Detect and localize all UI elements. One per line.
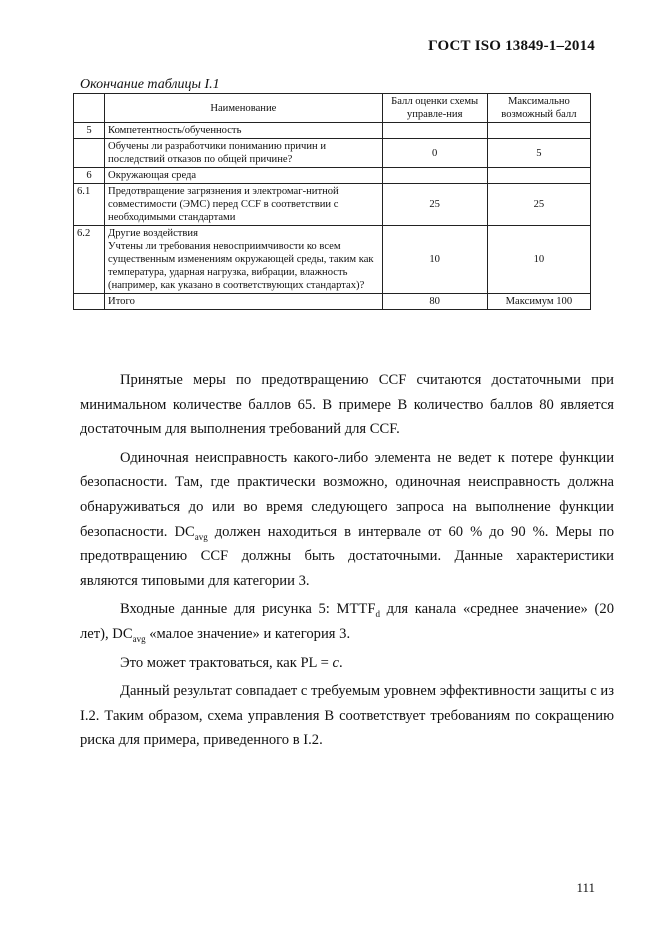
row-name: Компетентность/обученность xyxy=(105,123,383,139)
row-assessment xyxy=(382,168,487,184)
subscript: avg xyxy=(194,531,208,542)
row-num: 6.1 xyxy=(74,184,105,226)
text-run: . xyxy=(338,654,343,671)
row-num: 6 xyxy=(74,168,105,184)
paragraph: Принятые меры по предотвращению CCF считаются достаточными при минимальном количестве баллов 65. В примере B количество баллов 80 является достаточным для выполнения требований для CCF. xyxy=(80,372,614,438)
row-assessment xyxy=(382,123,487,139)
row-num xyxy=(74,139,105,168)
row-assessment: 80 xyxy=(382,294,487,310)
header-assessment: Балл оценки схемы управле-ния xyxy=(382,94,487,123)
row-name: Итого xyxy=(105,294,383,310)
row-assessment: 25 xyxy=(382,184,487,226)
row-name: Окружающая среда xyxy=(105,168,383,184)
subscript: d xyxy=(375,609,380,620)
row-name: Обучены ли разработчики пониманию причин и последствий отказов по общей причине? xyxy=(105,139,383,168)
table-row xyxy=(74,184,591,226)
row-max: 5 xyxy=(487,139,590,168)
table-row xyxy=(74,139,591,168)
header-num-cell xyxy=(74,94,105,123)
paragraph: Данный результат совпадает с требуемым уровнем эффективности защиты с из I.2. Таким образом, схема управления В соответствует требованиям по сокращению риска для примера, приведенного в I.2. xyxy=(80,683,614,749)
row-name: Предотвращение загрязнения и электромаг-нитной совместимости (ЭМС) перед CCF в соответствии с необходимыми стандартами xyxy=(105,184,383,226)
text-run: Это может трактоваться, как PL = xyxy=(120,654,333,671)
row-name-cell xyxy=(105,226,383,294)
table-header-row xyxy=(74,94,591,123)
text-run: Одиночная неисправность какого-либо элемента не ведет к потере функции безопасности. Там, где практически возможно, одиночная неисправность должна обнаруживаться до или во время следующего запроса на выполнение функции безопасности. DC xyxy=(80,449,614,540)
table-caption: Окончание таблицы I.1 xyxy=(80,77,220,92)
table-row xyxy=(74,226,591,294)
paragraph xyxy=(80,597,614,646)
row-name: Другие воздействия xyxy=(108,228,198,239)
text-run: «малое значение» и категория 3. xyxy=(145,625,351,642)
row-num xyxy=(74,294,105,310)
body-text xyxy=(80,368,614,757)
row-subtext: Учтены ли требования невосприимчивости ко всем существенным изменениям окружающей среды, таким как температура, ударная нагрузка, вибрации, влажность (например, как указано в соответствующих стандартах)? xyxy=(108,241,374,291)
row-num: 6.2 xyxy=(74,226,105,294)
text-run: для канала «среднее значение» (20 лет), DC xyxy=(80,601,614,642)
row-max xyxy=(487,168,590,184)
row-assessment: 0 xyxy=(382,139,487,168)
table-row xyxy=(74,168,591,184)
paragraph xyxy=(80,651,614,676)
header-max: Максимально возможный балл xyxy=(487,94,590,123)
text-run: Входные данные для рисунка 5: MTTF xyxy=(120,601,376,618)
paragraph xyxy=(80,446,614,594)
standard-header: ГОСТ ISO 13849-1–2014 xyxy=(428,38,595,54)
row-num: 5 xyxy=(74,123,105,139)
subscript: avg xyxy=(132,633,146,644)
italic-run: c xyxy=(332,654,339,671)
table-row-total xyxy=(74,294,591,310)
criteria-table xyxy=(73,93,591,310)
row-max: Максимум 100 xyxy=(487,294,590,310)
table-row xyxy=(74,123,591,139)
row-max xyxy=(487,123,590,139)
row-max: 25 xyxy=(487,184,590,226)
row-assessment: 10 xyxy=(382,226,487,294)
page-number: 111 xyxy=(576,880,595,895)
header-name: Наименование xyxy=(105,94,383,123)
row-max: 10 xyxy=(487,226,590,294)
text-run: должен находиться в интервале от 60 % до 90 %. Меры по предотвращению CCF должны быть достаточными. Данные характеристики являются типовыми для категории 3. xyxy=(80,523,614,589)
